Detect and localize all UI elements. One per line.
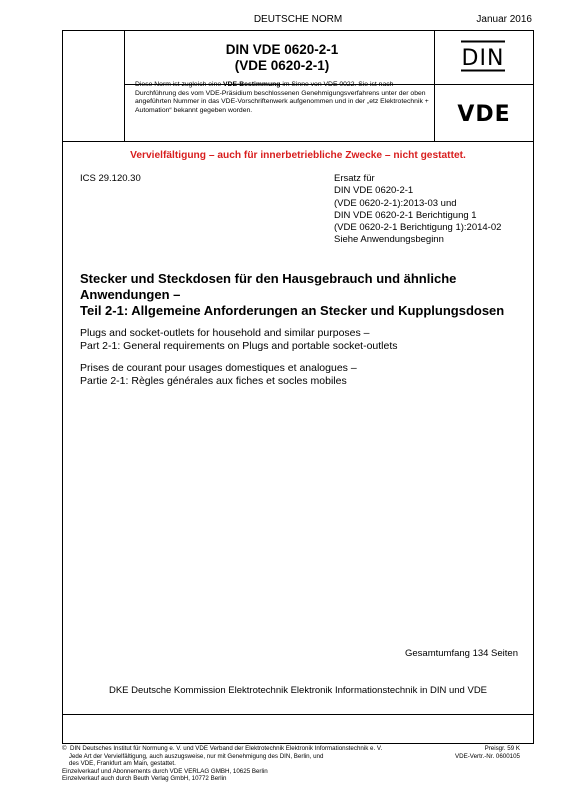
replacement-line: Ersatz für: [334, 173, 375, 184]
document-type-label: DEUTSCHE NORM: [253, 14, 343, 25]
notice-text: im Sinne von VDE 0022. Sie ist nach Durchführung des vom VDE-Präsidium beschlossenen Genehmigungsverfahrens unter der oben angeführten Nummer in das VDE-Vorschriftenwerk aufgenommen und in der „etz Elektrotechnik + Automation“ bekannt gegeben worden.: [135, 81, 429, 114]
svg-text:DIN: DIN: [461, 46, 505, 71]
replacement-line: DIN VDE 0620-2-1: [334, 185, 414, 197]
vde-regulation-notice: [135, 81, 435, 115]
price-info: [455, 745, 520, 760]
replacement-line: Siehe Anwendungsbeginn: [334, 234, 444, 246]
footer-line: des VDE, Frankfurt am Main, gestattet.: [62, 760, 176, 768]
footer-line: © DIN Deutsches Institut für Normung e. V. und VDE Verband der Elektrotechnik Elektronik Informationstechnik e. V.: [62, 745, 383, 752]
reproduction-warning: Vervielfältigung – auch für innerbetriebliche Zwecke – nicht gestattet.: [130, 150, 466, 161]
title-line: Anwendungen –: [80, 287, 181, 302]
divider: [62, 714, 534, 715]
replacement-line: (VDE 0620-2-1):2013-03 und: [334, 197, 457, 209]
page-count: Gesamtumfang 134 Seiten: [404, 648, 518, 659]
notice-text: Diese Norm ist zugleich eine: [135, 81, 224, 88]
divider: [124, 30, 125, 141]
divider: [434, 84, 534, 85]
title-line: Stecker und Steckdosen für den Hausgebrauch und ähnliche: [80, 271, 457, 286]
title-line: Prises de courant pour usages domestiques et analogues –: [80, 362, 357, 374]
standard-number-line2: (VDE 0620-2-1): [234, 58, 330, 73]
ics-code: ICS 29.120.30: [80, 173, 141, 184]
title-line: Part 2-1: General requirements on Plugs and portable socket-outlets: [80, 339, 398, 352]
svg-text:VDE: VDE: [457, 102, 511, 124]
title-line: Partie 2-1: Règles générales aux fiches et socles mobiles: [80, 374, 347, 387]
cover-frame: [62, 30, 534, 744]
document-title-de: [80, 271, 520, 319]
vde-logo: [448, 102, 520, 129]
din-logo: [461, 40, 505, 77]
dke-committee: DKE Deutsche Kommission Elektrotechnik Elektronik Informationstechnik in DIN und VDE: [108, 685, 488, 696]
replacement-line: (VDE 0620-2-1 Berichtigung 1):2014-02: [334, 222, 502, 234]
notice-bold-text: VDE-Bestimmung: [223, 81, 281, 88]
title-line: Teil 2-1: Allgemeine Anforderungen an Stecker und Kupplungsdosen: [80, 303, 505, 318]
footer-line: Einzelverkauf auch durch Beuth Verlag GmbH, 10772 Berlin: [62, 775, 227, 783]
issue-date: Januar 2016: [476, 14, 532, 25]
replacement-line: DIN VDE 0620-2-1 Berichtigung 1: [334, 209, 477, 221]
footer-line: Jede Art der Vervielfältigung, auch auszugsweise, nur mit Genehmigung des DIN, Berlin, und: [62, 752, 324, 760]
copyright-footer: [62, 745, 462, 783]
document-title-en: [80, 327, 520, 352]
divider: [62, 141, 534, 142]
footer-line: Einzelverkauf und Abonnements durch VDE VERLAG GMBH, 10625 Berlin: [62, 767, 268, 775]
standard-number-line1: DIN VDE 0620-2-1: [225, 42, 339, 57]
title-line: Plugs and socket-outlets for household and similar purposes –: [80, 327, 370, 339]
standard-number: [130, 42, 434, 74]
document-title-fr: [80, 362, 520, 387]
price-group: Preisgr. 59 K: [484, 745, 520, 752]
replacement-info: [334, 173, 501, 247]
vde-order-number: VDE-Vertr.-Nr. 0600105: [455, 752, 520, 760]
